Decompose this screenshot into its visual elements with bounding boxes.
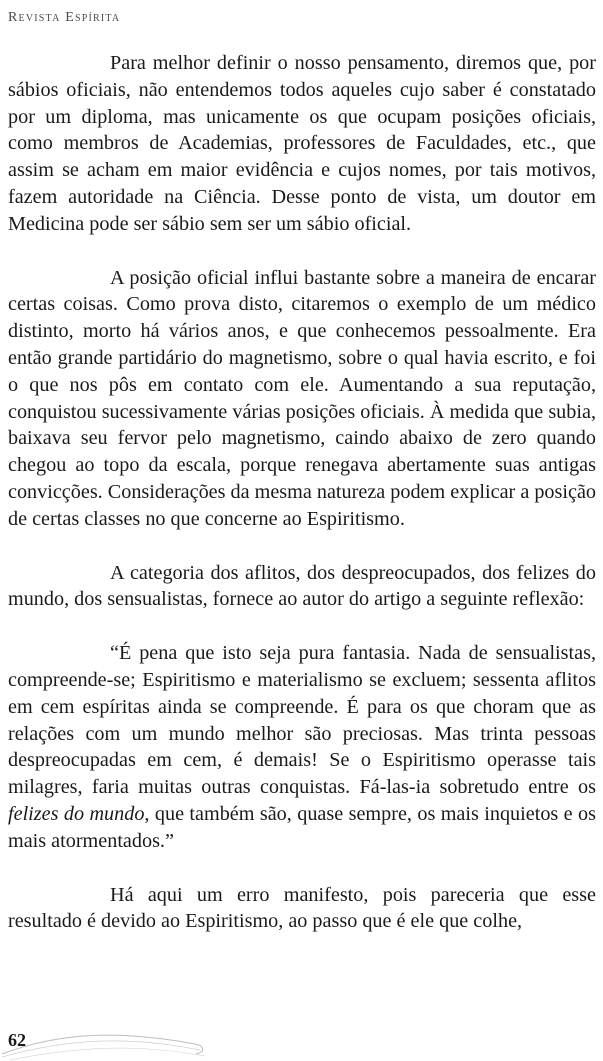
paragraph-2: A posição oficial influi bastante sobre a maneira de encarar certas coisas. Como prova disto, citaremos o exemplo de um médico distinto, morto há vários anos, e que conhecemos pessoalmente. Era então grande partidário do magnetismo, sobre o qual havia escrito, e foi o que nos pôs em contato com ele. Aumentando a sua reputação, conquistou sucessivamente várias posições oficiais. À medida que subia, baixava seu fervor pelo magnetismo, caindo abaixo de zero quando chegou ao topo da escala, porque renegava abertamente suas antigas convicções. Considerações da mesma natureza podem explicar a posição de certas classes no que concerne ao Espiritismo. (8, 266, 597, 530)
page-number: 62 (8, 1030, 26, 1050)
quote-text-start: “É pena que isto seja pura fantasia. Nada de sensualistas, compreende-se; Espiritismo e materialismo se excluem; sessenta aflitos em cem espíritas ainda se compreende. É para os que choram que as relações com um mundo melhor são preciosas. Mas trinta pessoas despreocupadas em cem, é demais! Se o Espiritismo operasse tais milagres, faria muitas outras conquistas. Fá-las-ia sobretudo entre os (8, 642, 596, 799)
quote-italic-phrase: felizes do mundo (8, 802, 145, 825)
running-header: Revista Espírita (8, 10, 121, 25)
paragraph-1: Para melhor definir o nosso pensamento, diremos que, por sábios oficiais, não entendemos todos aqueles cujo saber é constatado por um diploma, mas unicamente os que ocupam posições oficiais, como membros de Academias, professores de Faculdades, etc., que assim se acham em maior evidência e cujos nomes, por tais motivos, fazem autoridade na Ciência. Desse ponto de vista, um doutor em Medicina pode ser sábio sem ser um sábio oficial. (8, 52, 596, 235)
paragraph-5: Há aqui um erro manifesto, pois pareceria que esse resultado é devido ao Espiritismo, ao passo que é ele que colhe, (8, 883, 596, 933)
paragraph-3: A categoria dos aflitos, dos despreocupados, dos felizes do mundo, dos sensualistas, fornece ao autor do artigo a seguinte reflexão: (8, 561, 596, 611)
page-body (8, 50, 596, 935)
quote-paragraph (8, 640, 596, 854)
quote-text-end: , que também são, quase sempre, os mais inquietos e os mais atormentados.” (8, 802, 596, 852)
page-flourish-ornament (0, 1024, 220, 1061)
